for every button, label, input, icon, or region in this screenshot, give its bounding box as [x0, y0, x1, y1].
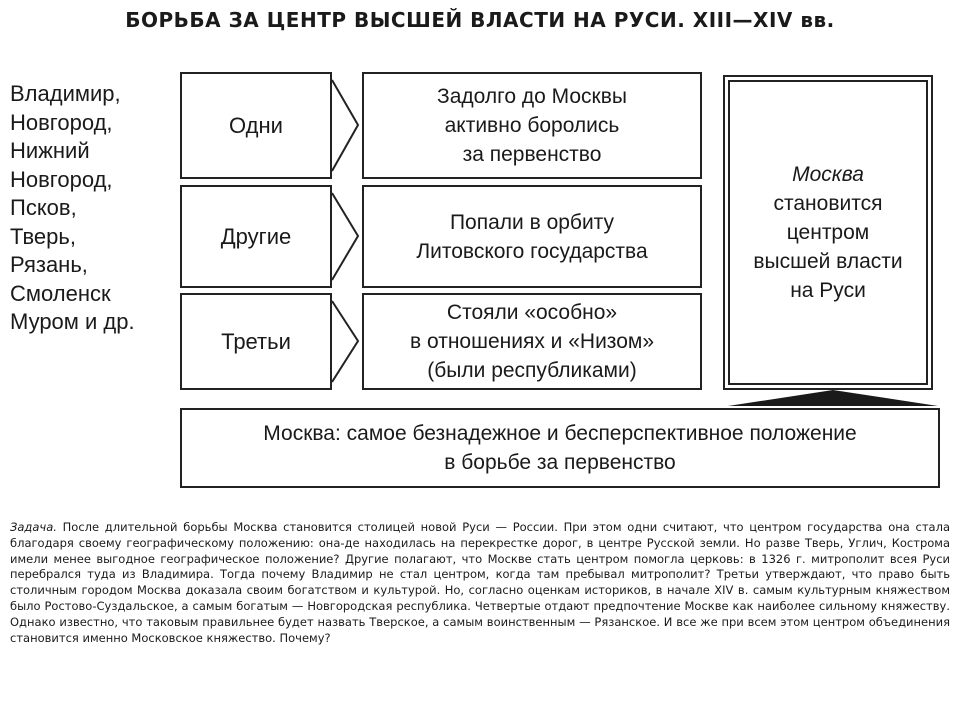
- chevron-right-icon: [330, 185, 362, 288]
- city-item: Новгород,: [10, 109, 113, 135]
- description-line: Стояли «особно»: [446, 301, 618, 324]
- result-line: центром: [786, 221, 870, 244]
- moscow-position-line: Москва: самое безнадежное и бесперспективное положение: [263, 422, 857, 445]
- description-line: Задолго до Москвы: [437, 85, 627, 108]
- up-arrow-icon: [728, 388, 938, 408]
- chevron-right-icon: [330, 293, 362, 390]
- city-item: Псков,: [10, 195, 77, 220]
- task-paragraph: [10, 520, 950, 646]
- city-item: Нижний: [10, 138, 90, 163]
- result-city: Москва: [792, 163, 864, 186]
- result-line: на Руси: [790, 279, 866, 302]
- city-list: [10, 80, 170, 337]
- city-item: Муром и др.: [10, 309, 135, 334]
- chevron-right-icon: [330, 72, 362, 179]
- task-text: После длительной борьбы Москва становится столицей новой Руси — России. При этом одни считают, что центром государства она стала благодаря своему географическому положению: она-де находилась на перекрестке дорог, в центре Русской земли. Но разве Тверь, Углич, Кострома имели менее выгодное географическое положение? Другие полагают, что Москве стать центром помогла церковь: в 1326 г. митрополит всея Руси перебрался туда из Владимира. Тогда почему Владимир не стал центром, когда там пребывал митрополит? Третьи утверждают, что право быть столичным городом Москва доказала своим богатством и культурой. Но, согласно оценкам историков, в начале XIV в. самым культурным княжеством было Ростово-Суздальское, а самым богатым — Новгородская республика. Четвертые отдают предпочтение Москве как наиболее сильному княжеству. Однако известно, что таковым правильнее будет назвать Тверское, а самым воинственным — Рязанское. И все же при всем этом центром объединения становится именно Московское княжество. Почему?: [10, 520, 950, 645]
- city-item: Владимир,: [10, 81, 121, 106]
- description-line: за первенство: [462, 143, 602, 166]
- description-line: активно боролись: [444, 114, 620, 137]
- group-description-box-3: [362, 293, 702, 390]
- moscow-position-line: в борьбе за первенство: [444, 451, 676, 474]
- city-item: Рязань,: [10, 252, 88, 277]
- group-label: Одни: [229, 112, 283, 138]
- city-item: Тверь,: [10, 223, 76, 249]
- group-label: Другие: [220, 223, 292, 249]
- group-description-box-2: [362, 185, 702, 288]
- moscow-position-box: [180, 408, 940, 488]
- city-item: Смоленск: [10, 280, 111, 306]
- group-label-box-2: [180, 185, 332, 288]
- description-line: Литовского государства: [416, 239, 648, 263]
- description-line: Попали в орбиту: [449, 210, 615, 234]
- page-title: БОРЬБА ЗА ЦЕНТР ВЫСШЕЙ ВЛАСТИ НА РУСИ. XIII—XIV вв.: [125, 8, 835, 32]
- group-description-box-1: [362, 72, 702, 179]
- task-label: Задача.: [10, 520, 57, 534]
- result-box: [728, 80, 928, 385]
- city-item: Новгород,: [10, 166, 113, 192]
- description-line: в отношениях и «Низом»: [410, 330, 654, 353]
- result-line: становится: [773, 192, 883, 215]
- description-line: (были республиками): [427, 359, 637, 382]
- group-label-box-3: [180, 293, 332, 390]
- result-line: высшей власти: [753, 250, 903, 273]
- group-label: Третьи: [221, 328, 291, 354]
- group-label-box-1: [180, 72, 332, 179]
